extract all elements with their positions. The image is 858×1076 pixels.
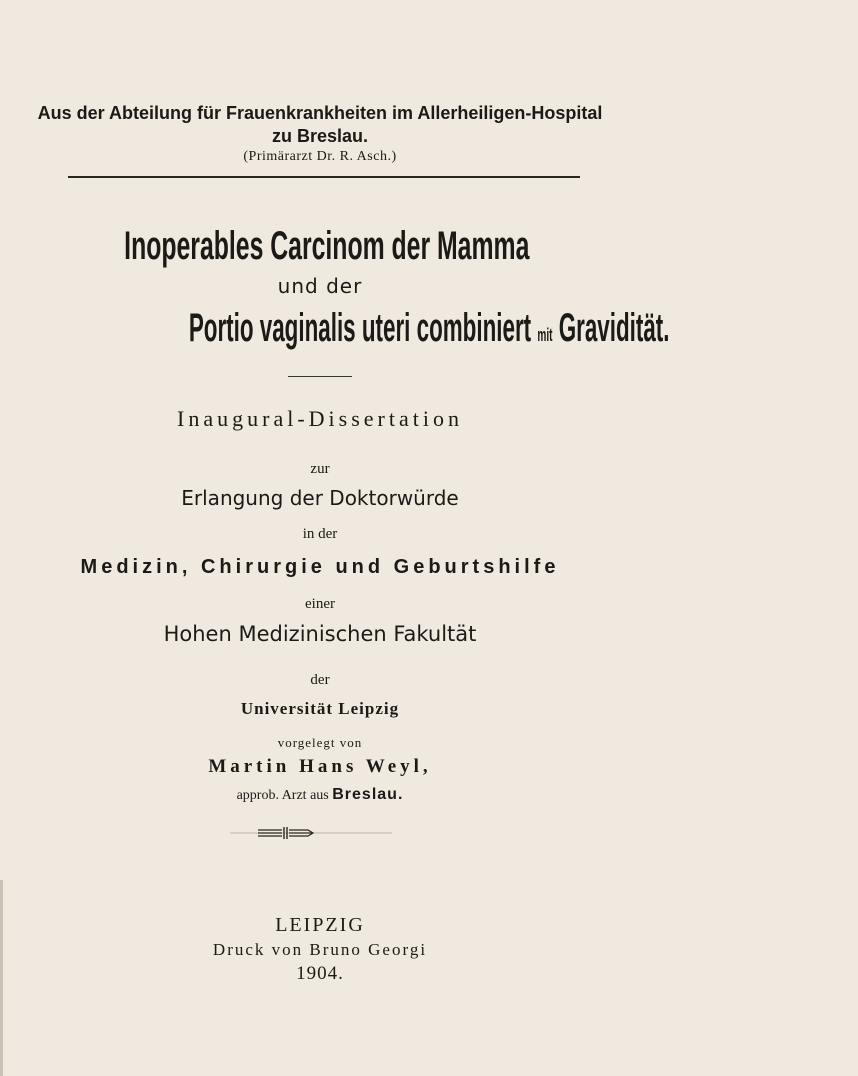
imprint-printer: Druck von Bruno Georgi [212,940,428,959]
ornament-divider [0,826,640,840]
university-text: Universität Leipzig [240,699,400,718]
faculty-text: Hohen Medizinischen Fakultät [163,622,477,646]
ornament-right-arrow [289,830,313,836]
author-name: Martin Hans Weyl, [208,756,432,777]
approb-prefix: approb. Arzt aus [236,788,329,803]
approb-city: Breslau. [332,786,404,803]
in-der-text: in der [302,526,338,542]
title-line-1 [0,226,640,266]
ornament-left-bars [258,830,282,836]
der-text: der [310,672,330,688]
title-line-3-part-b: Gravidität. [558,306,670,350]
institution-line-2: zu Breslau. [271,126,369,146]
institution-head-physician: (Primärarzt Dr. R. Asch.) [243,149,397,164]
institution-line-1: Aus der Abteilung für Frauenkrankheiten im Allerheiligen-Hospital [37,103,603,123]
zur-text: zur [310,461,330,477]
title-line-3-part-a: Portio vaginalis uteri combiniert [188,306,532,350]
title-line-3-group [189,308,670,348]
title-line-2: und der [277,274,363,298]
title-line-3 [0,306,670,350]
imprint-city: LEIPZIG [275,914,365,936]
vorgelegt-text: vorgelegt von [277,735,363,750]
page-edge-shadow [0,880,3,1076]
title-line-1-text: Inoperables Carcinom der Mamma [124,224,530,268]
title-line-3-small-word: mit [537,325,553,345]
einer-text: einer [305,596,335,612]
author-approb [0,787,640,803]
header-rule [68,176,580,178]
erlangung-text: Erlangung der Doktorwürde [181,486,459,510]
imprint-year: 1904. [296,963,344,984]
fields-text: Medizin, Chirurgie und Geburtshilfe [80,556,560,578]
title-divider [288,376,352,377]
dissertation-heading: Inaugural-Dissertation [177,406,463,431]
